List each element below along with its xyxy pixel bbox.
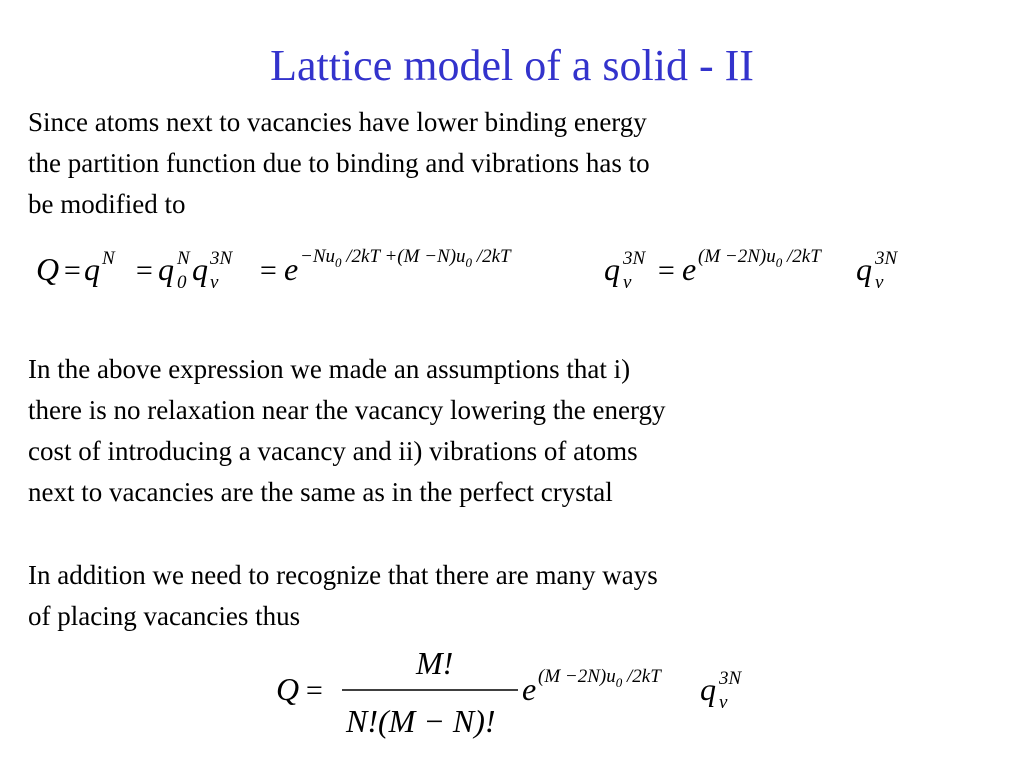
text-line: cost of introducing a vacancy and ii) vibrations of atoms (28, 436, 638, 466)
svg-text:e: e (522, 671, 537, 707)
svg-text:q: q (158, 251, 174, 287)
equation-1-graphic (36, 242, 916, 302)
text-line: In addition we need to recognize that there are many ways (28, 560, 658, 590)
svg-text:=: = (304, 674, 325, 707)
text-line: the partition function due to binding and vibrations has to (28, 148, 650, 178)
partition-function-equation (36, 242, 916, 298)
svg-text:3N: 3N (875, 248, 898, 269)
svg-text:e: e (682, 251, 697, 287)
svg-text:e: e (284, 251, 299, 287)
text-line: be modified to (28, 189, 186, 219)
svg-text:q: q (856, 251, 872, 287)
text-line: of placing vacancies thus (28, 601, 301, 631)
svg-text:q: q (604, 251, 620, 287)
svg-text:Q: Q (36, 251, 60, 287)
svg-text:N: N (177, 248, 190, 269)
svg-text:q: q (84, 251, 100, 287)
svg-text:=: = (62, 254, 83, 287)
paragraph-binding-energy (28, 102, 848, 225)
svg-text:v: v (719, 692, 728, 713)
svg-text:=: = (134, 254, 155, 287)
paragraph-vacancy-placement (28, 555, 848, 637)
svg-text:3N: 3N (210, 248, 233, 269)
svg-text:q: q (700, 671, 716, 707)
svg-text:(M −2N)u0 /2kT: $(M -2N)u_0$ /2kT (698, 246, 821, 270)
paragraph-assumptions (28, 349, 848, 513)
combinatorial-partition-equation (274, 642, 774, 766)
svg-text:v: v (623, 272, 632, 293)
svg-text:3N: 3N (623, 248, 646, 269)
svg-text:v: v (875, 272, 884, 293)
svg-text:0: 0 (177, 272, 187, 293)
text-line: Since atoms next to vacancies have lower binding energy (28, 107, 647, 137)
svg-text:N!(M − N)!: N!(M − N)! (346, 703, 496, 739)
svg-text:3N: 3N (719, 668, 742, 689)
svg-text:q: q (192, 251, 208, 287)
svg-text:Q: Q (276, 671, 300, 707)
text-line: there is no relaxation near the vacancy lowering the energy (28, 395, 666, 425)
svg-text:=: = (258, 254, 279, 287)
slide-title: Lattice model of a solid - II (270, 41, 754, 90)
svg-text:(M −2N)u0 /2kT: $(M -2N)u_0$ /2kT (538, 666, 661, 690)
svg-text:−Nu0 /2kT +(M −N)u0 /2kT: $-Nu_0$ $/2kT +(M -N)u_0$ /2kT (300, 246, 511, 270)
svg-text:N: N (102, 248, 115, 269)
svg-text:M!: M! (416, 645, 454, 681)
text-line: next to vacancies are the same as in the perfect crystal (28, 477, 613, 507)
text-line: In the above expression we made an assumptions that i) (28, 354, 631, 384)
equation-2-graphic (274, 642, 774, 766)
svg-text:v: v (210, 272, 219, 293)
svg-text:=: = (656, 254, 677, 287)
